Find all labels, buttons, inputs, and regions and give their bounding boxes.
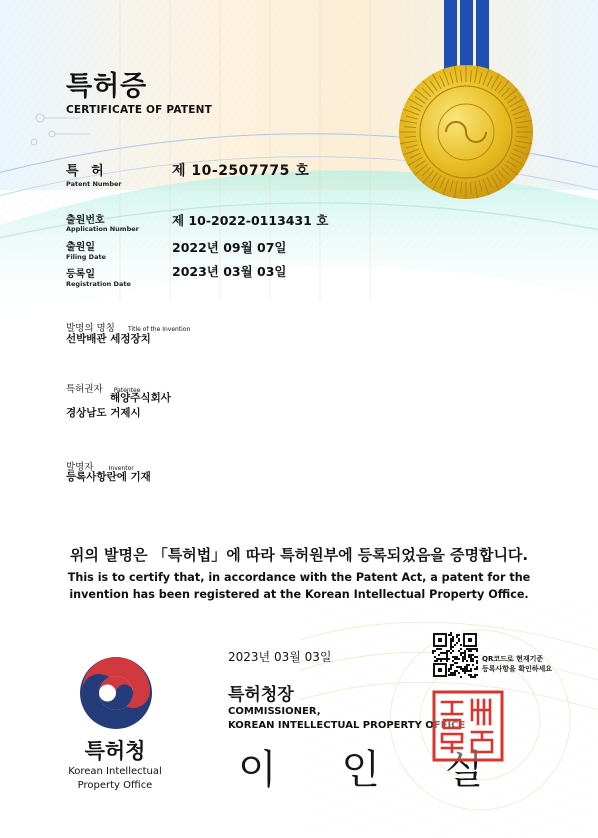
registration-date-label: 등록일: [66, 269, 95, 280]
kipo-logo-icon: [78, 655, 154, 731]
patentee-label-en: Patentee: [113, 387, 141, 394]
gold-seal: [399, 65, 533, 199]
kipo-name-en-line2: Property Office: [77, 780, 153, 791]
qr-code[interactable]: [432, 632, 478, 678]
filing-date-value: 2022년 09월 07일: [172, 240, 287, 255]
registration-date-label-en: Registration Date: [66, 280, 131, 288]
patent-number-value: 제 10-2507775 호: [172, 163, 310, 179]
filing-date-label: 출원일: [66, 242, 95, 253]
issue-date: 2023년 03월 03일: [228, 650, 332, 664]
application-number-label-en: Application Number: [66, 225, 139, 233]
filing-date-label-en: Filing Date: [66, 253, 106, 261]
certification-statement-ko: 위의 발명은 「특허법」에 따라 특허원부에 등록되었음을 증명합니다.: [69, 546, 529, 564]
commissioner-title-en-line1: COMMISSIONER,: [228, 706, 321, 717]
application-number-value: 제 10-2022-0113431 호: [172, 213, 329, 228]
patentee-name: 해양주식회사: [110, 392, 171, 404]
inventor-label: 발명자: [66, 462, 94, 473]
certification-statement-en-line2: invention has been registered at the Korean Intellectual Property Office.: [69, 588, 529, 601]
certification-statement-en-line1: This is to certify that, in accordance with the Patent Act, a patent for the: [67, 571, 531, 584]
invention-title-value: 선박배관 세정장치: [66, 333, 151, 345]
registration-date-value: 2023년 03월 03일: [172, 264, 287, 279]
kipo-name-en-line1: Korean Intellectual: [68, 766, 162, 777]
application-number-label: 출원번호: [66, 215, 105, 226]
commissioner-title-ko: 특허청장: [228, 685, 294, 705]
patentee-label: 특허권자: [66, 384, 103, 395]
inventor-label-en: Inventor: [108, 465, 134, 472]
certificate-title: 특허증: [66, 71, 148, 102]
patent-number-label-en: Patent Number: [66, 180, 122, 188]
invention-title-label-en: Title of the Invention: [128, 326, 191, 333]
patent-number-label: 특 허: [66, 164, 108, 179]
patentee-address: 경상남도 거제시: [66, 407, 141, 419]
official-seal-stamp: [432, 690, 504, 762]
certificate-subtitle: CERTIFICATE OF PATENT: [66, 104, 212, 116]
qr-caption-line1: QR코드로 현재기준: [482, 655, 544, 663]
invention-title-label: 발명의 명칭: [66, 323, 115, 334]
kipo-name-ko: 특허청: [84, 739, 146, 763]
commissioner-title-en-line2: KOREAN INTELLECTUAL PROPERTY OFFICE: [228, 720, 466, 731]
qr-caption-line2: 등록사항을 확인하세요: [482, 665, 553, 673]
inventor-value: 등록사항란에 기재: [66, 471, 151, 483]
commissioner-signature: 이 인 실: [238, 747, 510, 793]
